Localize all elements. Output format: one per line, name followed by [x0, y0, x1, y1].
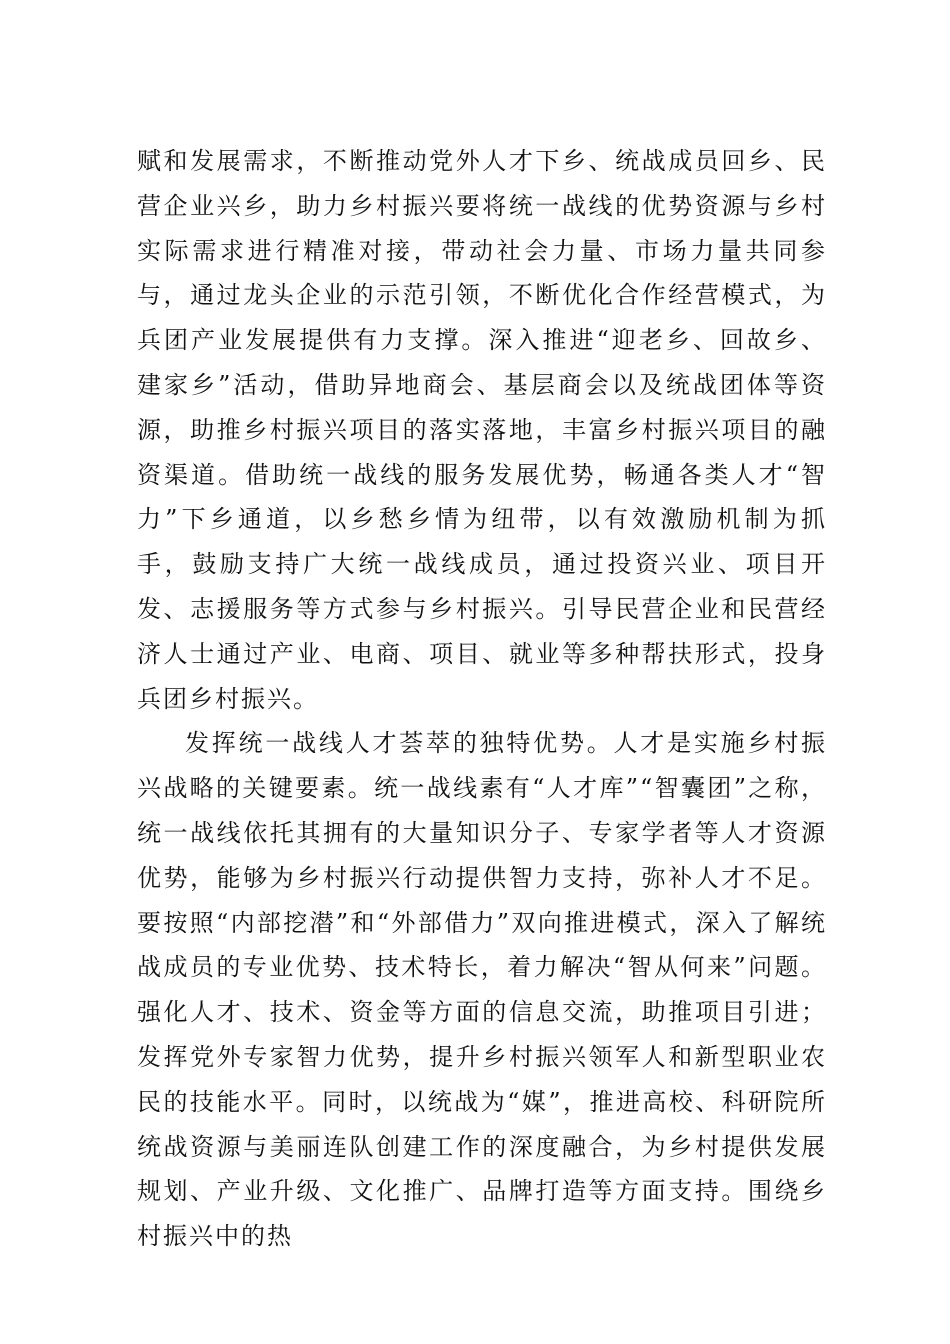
paragraph-1: 赋和发展需求，不断推动党外人才下乡、统战成员回乡、民营企业兴乡，助力乡村振兴要将统一战线的优势资源与乡村实际需求进行精准对接，带动社会力量、市场力量共同参与，通过龙头企业的示范引领，不断优化合作经营模式，为兵团产业发展提供有力支撑。深入推进“迎老乡、回故乡、建家乡”活动，借助异地商会、基层商会以及统战团体等资源，助推乡村振兴项目的落实落地，丰富乡村振兴项目的融资渠道。借助统一战线的服务发展优势，畅通各类人才“智力”下乡通道，以乡愁乡情为纽带，以有效激励机制为抓手，鼓励支持广大统一战线成员，通过投资兴业、项目开发、志援服务等方式参与乡村振兴。引导民营企业和民营经济人士通过产业、电商、项目、就业等多种帮扶形式，投身兵团乡村振兴。: [137, 147, 827, 713]
document-body: [137, 139, 827, 1259]
paragraph-2: 发挥统一战线人才荟萃的独特优势。人才是实施乡村振兴战略的关键要素。统一战线素有“人才库”“智囊团”之称，统一战线依托其拥有的大量知识分子、专家学者等人才资源优势，能够为乡村振兴行动提供智力支持，弥补人才不足。要按照“内部挖潜”和“外部借力”双向推进模式，深入了解统战成员的专业优势、技术特长，着力解决“智从何来”问题。强化人才、技术、资金等方面的信息交流，助推项目引进；发挥党外专家智力优势，提升乡村振兴领军人和新型职业农民的技能水平。同时，以统战为“媒”，推进高校、科研院所统战资源与美丽连队创建工作的深度融合，为乡村提供发展规划、产业升级、文化推广、品牌打造等方面支持。围绕乡村振兴中的热: [137, 729, 827, 1251]
